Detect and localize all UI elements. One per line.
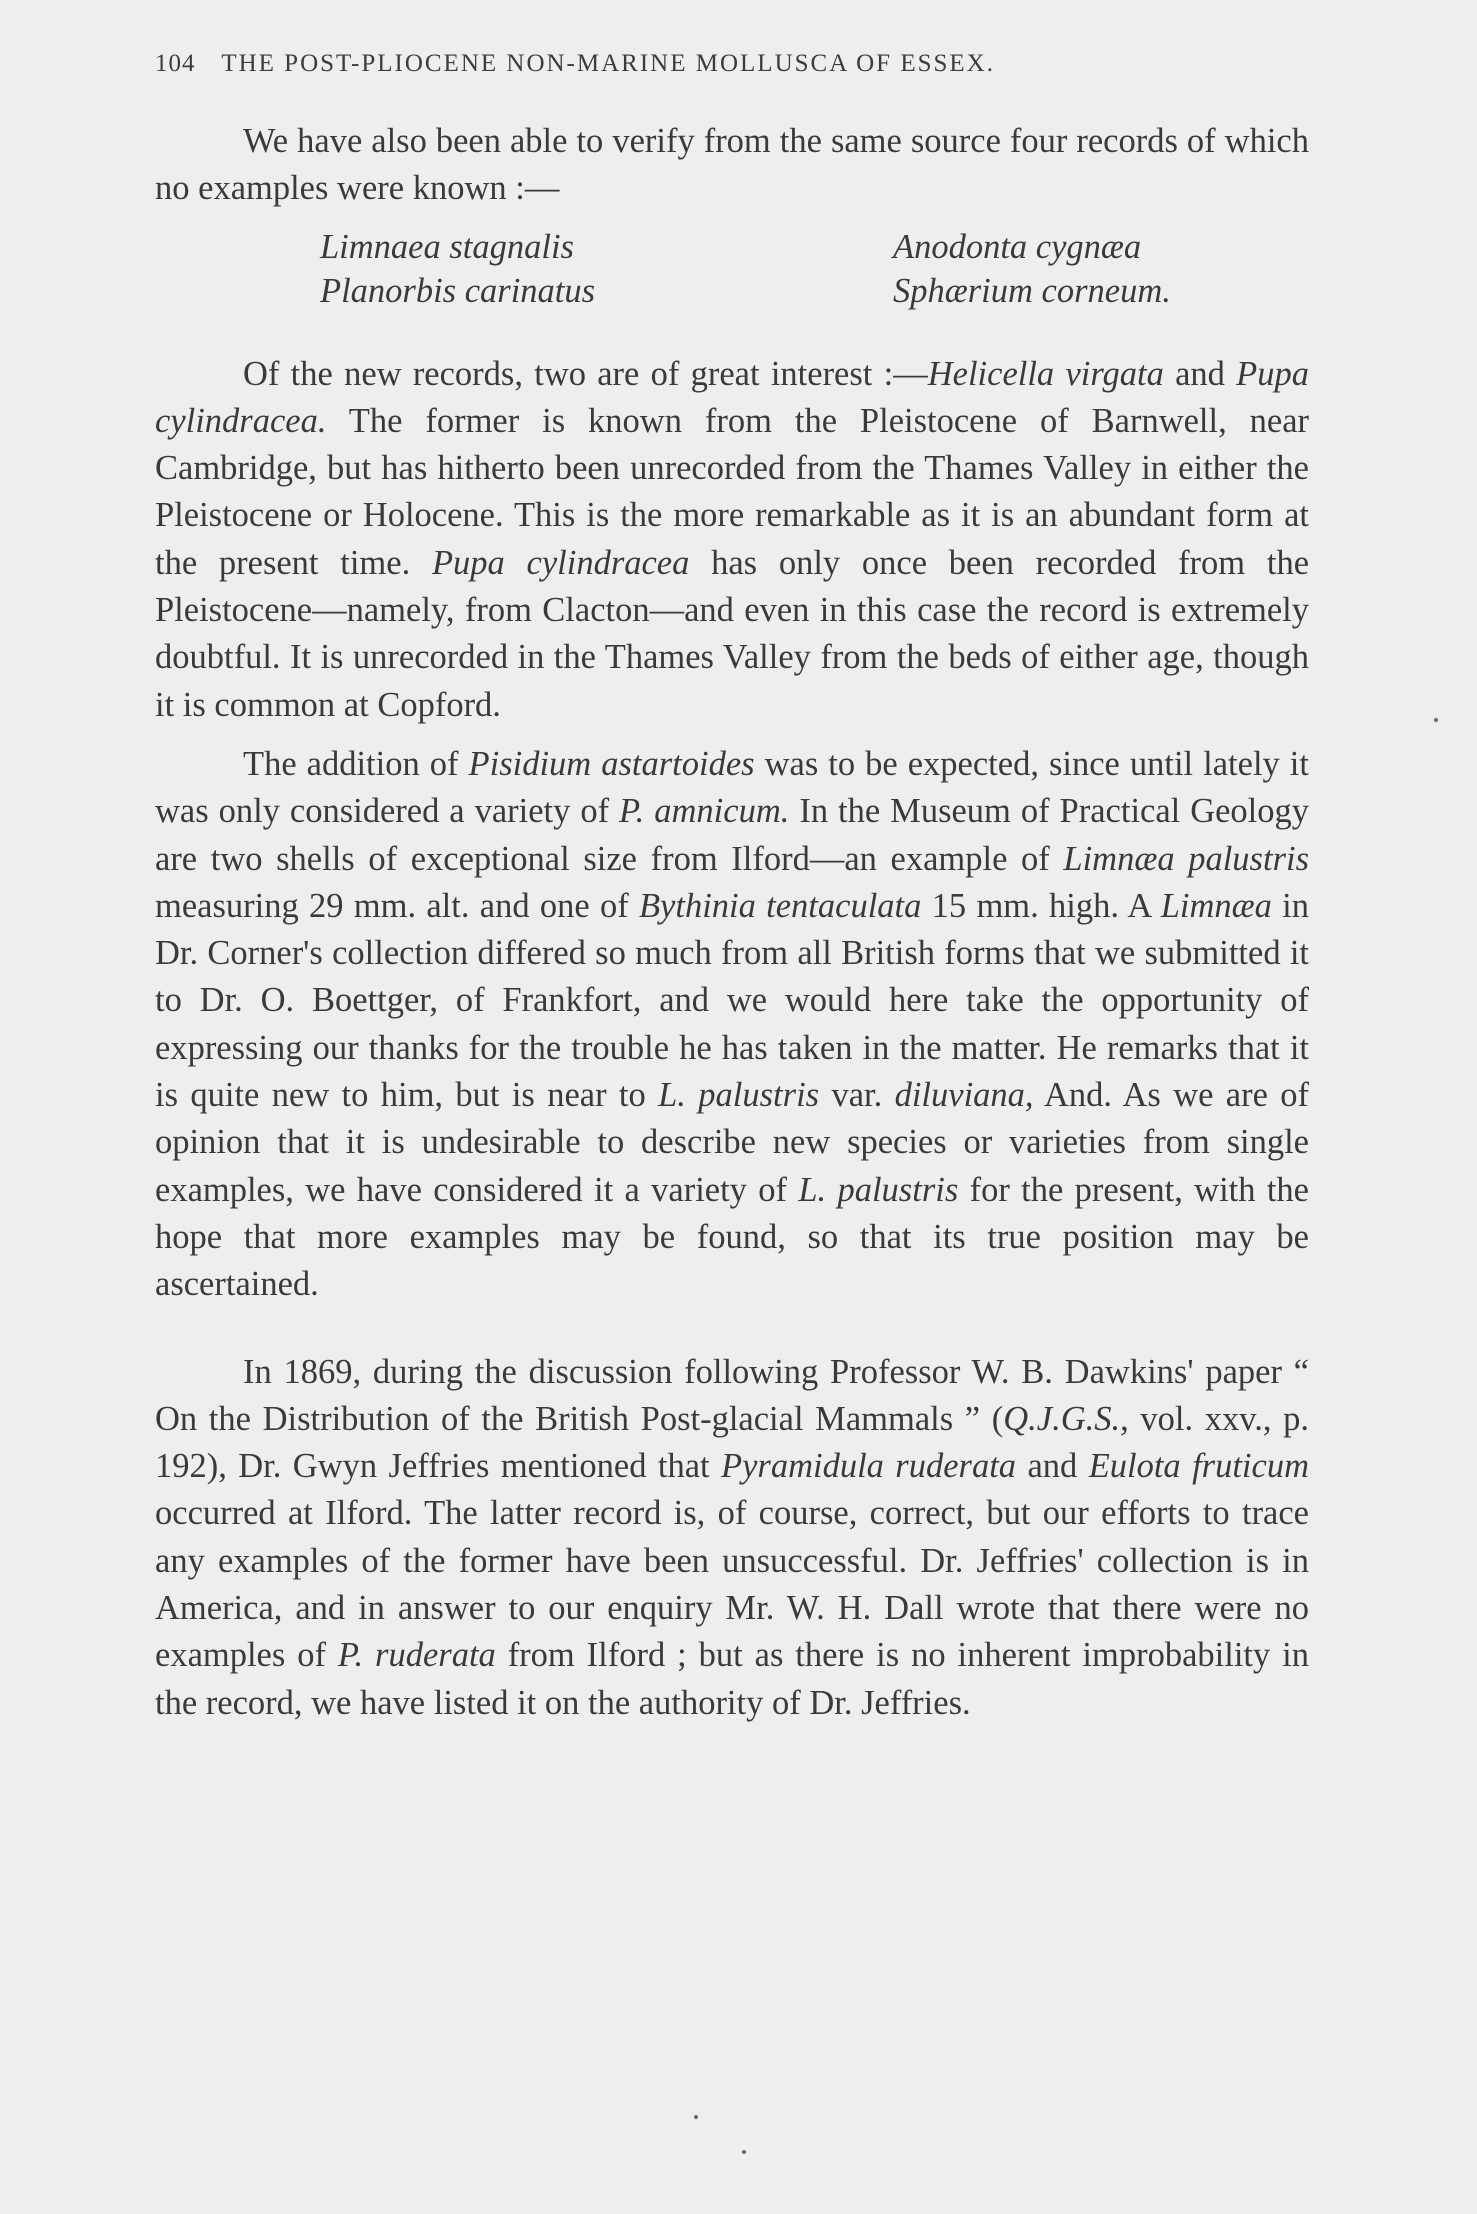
species-item: Sphærium corneum. [893, 271, 1171, 310]
running-header [155, 50, 1335, 78]
journal-abbrev: Q.J.G.S. [1003, 1399, 1121, 1438]
body-text [155, 118, 1309, 1727]
text-run: 15 mm. high. A [921, 886, 1161, 925]
species-name: diluviana, [894, 1076, 1034, 1115]
scan-speck [694, 2115, 698, 2119]
text-run: In the Museum of Practical Geology are two shells of exceptional size from Ilford—an example of [155, 792, 1310, 878]
text-run: Of the new records, two are of great interest :— [243, 354, 928, 393]
paragraph-3 [155, 741, 1309, 1309]
species-item: Planorbis carinatus [320, 271, 596, 310]
species-name: Helicella virgata [927, 354, 1164, 393]
species-name: Pupa cylindracea. [155, 354, 1309, 440]
text-run: var. [819, 1076, 895, 1115]
paragraph-2 [155, 351, 1309, 729]
text-run: and [1163, 354, 1237, 393]
scan-speck [1434, 718, 1438, 722]
page-number: 104 [155, 50, 196, 77]
species-name: Bythinia tentaculata [638, 886, 922, 925]
species-name: Pisidium astartoides [468, 744, 755, 783]
species-item: Limnaea stagnalis [320, 227, 574, 266]
text-run: from Ilford ; but as there is no inherent improbability in the record, we have listed it on the authority of Dr. Jeffries. [155, 1636, 1309, 1722]
text-run: The former is known from the Pleistocene of Barnwell, near Cambridge, but has hitherto been unrecorded from the Thames Valley in either the Pleistocene or Holocene. This is the more remarkable as it is an abundant form at the present time. [155, 401, 1309, 582]
text-run: measuring 29 mm. alt. and one of [155, 886, 639, 925]
text-run: And. As we are of opinion that it is undesirable to describe new species or varieties from single examples, we have considered it a variety of [155, 1076, 1309, 1209]
scan-speck [742, 2150, 746, 2154]
species-name: L. palustris [658, 1076, 820, 1115]
species-name: L. palustris [798, 1170, 959, 1209]
paragraph-1-text: We have also been able to verify from the same source four records of which no examples were known :— [155, 122, 1309, 208]
running-title: THE POST-PLIOCENE NON-MARINE MOLLUSCA OF ESSEX. [221, 50, 995, 77]
text-run: , vol. xxv., p. 192), Dr. Gwyn Jeffries mentioned that [155, 1399, 1309, 1486]
paragraph-4 [155, 1349, 1309, 1727]
species-name: Pyramidula ruderata [721, 1447, 1017, 1486]
species-name: P. amnicum. [619, 792, 790, 831]
species-list [155, 225, 1309, 313]
text-run: The addition of [243, 744, 469, 783]
text-run: in Dr. Corner's collection differed so much from all British forms that we submitted it to Dr. O. Boettger, of Frankfort, and we would here take the opportunity of expressing our thanks for the trouble he has taken in the matter. He remarks that it is quite new to him, but is near to [155, 886, 1310, 1115]
paragraph-1 [155, 118, 1309, 213]
species-item: Anodonta cygnæa [893, 227, 1142, 266]
text-run: has only once been recorded from the Pleistocene—namely, from Clacton—and even in this case the record is extremely doubtful. It is unrecorded in the Thames Valley from the beds of either age, though it is common at Copford. [155, 543, 1310, 724]
species-name: Eulota fruticum [1088, 1447, 1309, 1486]
species-name: P. ruderata [337, 1636, 496, 1675]
species-name: Limnæa palustris [1063, 839, 1310, 878]
text-run: for the present, with the hope that more examples may be found, so that its true position may be ascertained. [155, 1170, 1309, 1304]
text-run: and [1016, 1447, 1089, 1486]
species-name: Limnæa [1160, 886, 1272, 925]
species-name: Pupa cylindracea [431, 543, 690, 582]
text-run: In 1869, during the discussion following Professor W. B. Dawkins' paper “ On the Distribution of the British Post-glacial Mammals ” ( [155, 1352, 1309, 1438]
text-run: occurred at Ilford. The latter record is, of course, correct, but our efforts to trace any examples of the former have been unsuccessful. Dr. Jeffries' collection is in America, and in answer to our enquiry Mr. W. H. Dall wrote that there were no examples of [155, 1494, 1309, 1675]
text-run: was to be expected, since until lately it was only considered a variety of [155, 744, 1309, 831]
